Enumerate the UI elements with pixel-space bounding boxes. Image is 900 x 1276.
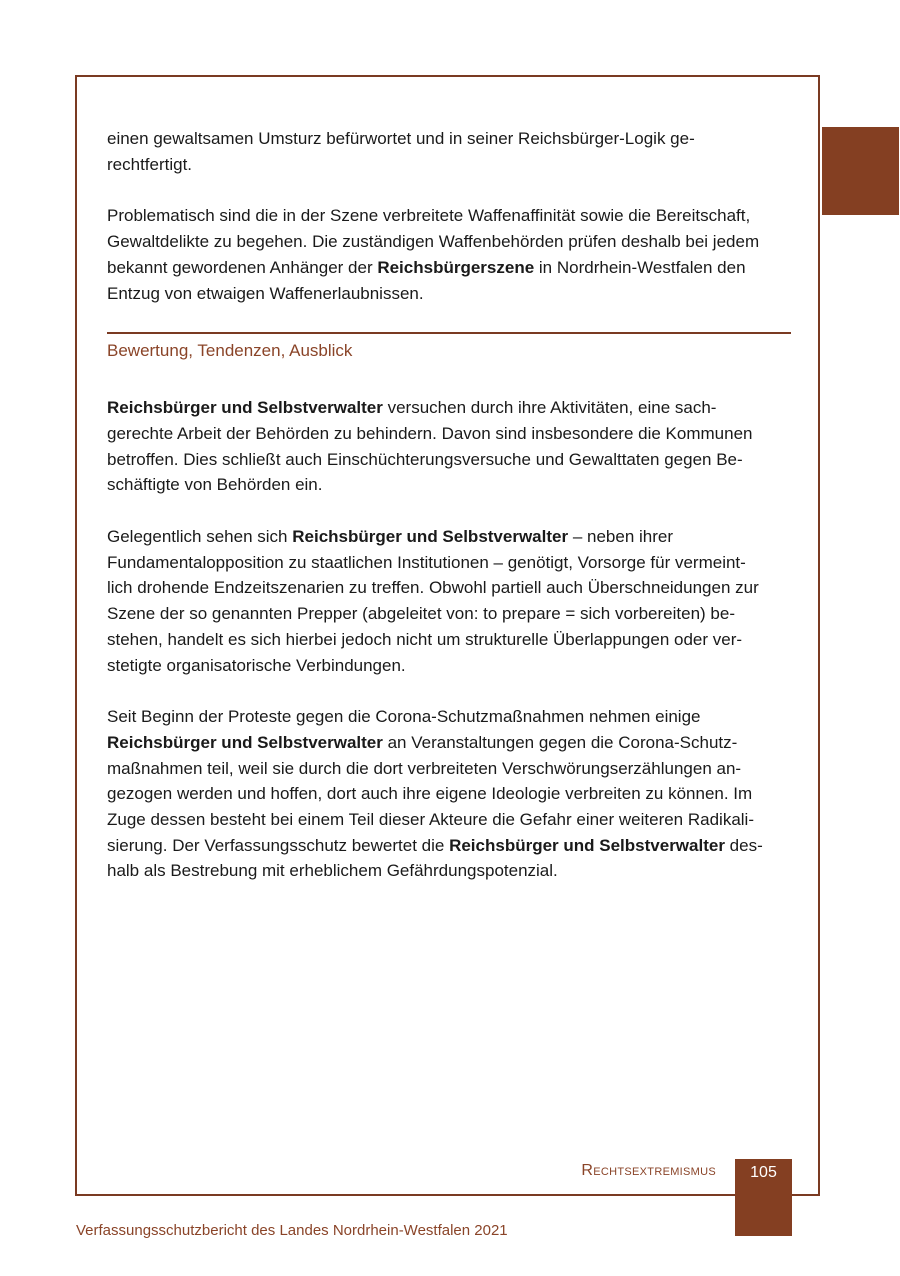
text-run: Seit Beginn der Proteste gegen die Corona-Schutzmaßnahmen nehmen einige (107, 707, 701, 727)
text-run: bekannt gewordenen Anhänger der (107, 257, 378, 277)
bold-term: Reichsbürgerszene (377, 257, 535, 277)
text-run: sierung. Der Verfassungsschutz bewertet die (107, 835, 450, 855)
paragraph (107, 395, 791, 498)
text-run: Zuge dessen besteht bei einem Teil dieser Akteure die Gefahr einer weiteren Radikali- (107, 810, 754, 830)
bold-term: Reichsbürger und Selbstverwalter (449, 835, 725, 855)
text-run: in Nordrhein-Westfalen den (534, 257, 746, 277)
chapter-tab-marker (822, 127, 899, 215)
text-run: gezogen werden und hoffen, dort auch ihre eigene Ideologie verbreiten zu können. Im (107, 784, 753, 804)
text-run: betroffen. Dies schließt auch Einschüchterungsversuche und Gewalttaten gegen Be- (107, 449, 743, 469)
text-run: an Veranstaltungen gegen die Corona-Schutz- (382, 732, 738, 752)
text-run: stehen, handelt es sich hierbei jedoch nicht um strukturelle Überlappungen oder ver- (107, 629, 743, 649)
text-run: stetigte organisatorische Verbindungen. (107, 655, 406, 675)
paragraph (107, 524, 791, 678)
text-run: Entzug von etwaigen Waffenerlaubnissen. (107, 283, 424, 303)
paragraph (107, 126, 791, 177)
page-number-box (735, 1159, 792, 1236)
text-run: gerechte Arbeit der Behörden zu behindern. Davon sind insbesondere die Kommunen (107, 423, 753, 443)
text-run: Fundamentalopposition zu staatlichen Institutionen – genötigt, Vorsorge für vermeint- (107, 552, 746, 572)
text-block-top (107, 126, 791, 306)
text-block-assessment (107, 395, 791, 884)
text-run: maßnahmen teil, weil sie durch die dort verbreiteten Verschwörungserzählungen an- (107, 758, 742, 778)
footer-section-label: Rechtsextremismus (581, 1162, 716, 1179)
section-heading: Bewertung, Tendenzen, Ausblick (107, 341, 353, 361)
text-run: lich drohende Endzeitszenarien zu treffen. Obwohl partiell auch Überschneidungen zur (107, 578, 759, 598)
paragraph (107, 203, 791, 306)
text-run: Problematisch sind die in der Szene verbreitete Waffenaffinität sowie die Bereitschaft, (107, 206, 751, 226)
paragraph (107, 704, 791, 884)
text-run: des- (724, 835, 763, 855)
text-run: Gewaltdelikte zu begehen. Die zuständigen Waffenbehörden prüfen deshalb bei jedem (107, 232, 760, 252)
text-run: einen gewaltsamen Umsturz befürwortet und in seiner Reichsbürger-Logik ge- (107, 129, 695, 148)
text-run: versuchen durch ihre Aktivitäten, eine sach- (382, 398, 717, 418)
bold-term: Reichsbürger und Selbstverwalter (292, 527, 569, 547)
text-run: – neben ihrer (568, 527, 674, 547)
text-run: halb als Bestrebung mit erheblichem Gefährdungspotenzial. (107, 861, 558, 881)
bold-term: Reichsbürger und Selbstverwalter (107, 398, 383, 418)
text-run: Gelegentlich sehen sich (107, 527, 293, 547)
text-run: rechtfertigt. (107, 154, 193, 174)
main-content (107, 126, 791, 910)
section-divider (107, 332, 791, 334)
report-caption: Verfassungsschutzbericht des Landes Nordrhein-Westfalen 2021 (76, 1222, 508, 1239)
text-run: schäftigte von Behörden ein. (107, 475, 323, 495)
page-number: 105 (750, 1164, 777, 1181)
bold-term: Reichsbürger und Selbstverwalter (107, 732, 383, 752)
text-run: Szene der so genannten Prepper (abgeleitet von: to prepare = sich vorbereiten) be- (107, 604, 735, 624)
